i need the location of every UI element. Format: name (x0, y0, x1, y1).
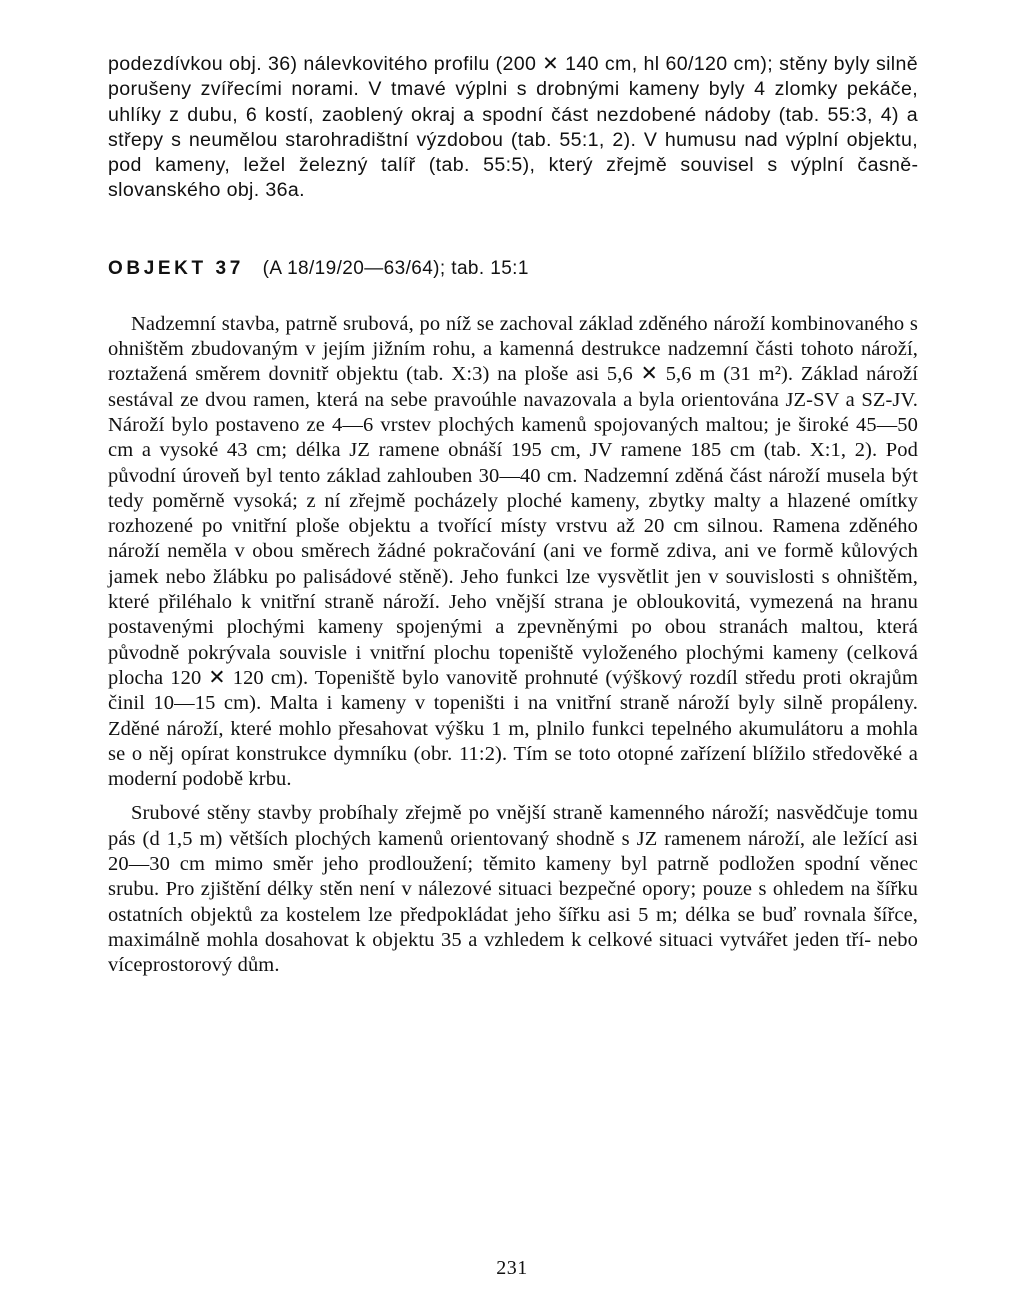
paragraph-gap (108, 792, 918, 801)
page-body (108, 52, 918, 979)
section-heading (108, 256, 918, 282)
section-reference: (A 18/19/20—63/64); tab. 15:1 (262, 257, 529, 279)
page-number: 231 (496, 1257, 528, 1279)
intro-paragraph: podezdívkou obj. 36) nálevkovitého profilu (200 ✕ 140 cm, hl 60/120 cm); stěny byly silně porušeny zvířecími norami. V tmavé výplni s drobnými kameny byly 4 zlomky pekáče, uhlíky z dubu, 6 kostí, zaoblený okraj a spodní část nezdobené nádoby (tab. 55:3, 4) a střepy s neumělou starohradištní výzdobou (tab. 55:1, 2). V humusu nad výplní objektu, pod kameny, ležel železný talíř (tab. 55:5), který zřejmě souvisel s výplní časněslovanského obj. 36a. (108, 53, 918, 202)
section-title: OBJEKT 37 (108, 257, 244, 279)
body-paragraph-1: Nadzemní stavba, patrně srubová, po níž se zachoval základ zděného nároží kombinovaného s ohništěm zbudovaným v jejím jižním rohu, a kamenná destrukce nadzemní části tohoto nároží, roztažená směrem dovnitř objektu (tab. X:3) na ploše asi 5,6 ✕ 5,6 m (31 m²). Základ nároží sestával ze dvou ramen, která na sebe pravoúhle navazovala a byla orientována JZ-SV a SZ-JV. Nároží bylo postaveno ze 4—6 vrstev plochých kamenů spojovaných maltou; je široké 45—50 cm a vysoké 43 cm; délka JZ ramene obnáší 195 cm, JV ramene 185 cm (tab. X:1, 2). Pod původní úroveň byl tento základ zahlouben 30—40 cm. Nadzemní zděná část nároží musela být tedy poměrně vysoká; z ní zřejmě pocházely ploché kameny, zbytky malty a hlazené omítky rozhozené po vnitřní ploše objektu a tvořící místy vrstvu až 20 cm silnou. Ramena zděného nároží neměla v obou směrech žádné pokračování (ani ve formě zdiva, ani ve formě kůlových jamek nebo žlábku po palisádové stěně). Jeho funkci lze vysvětlit jen v souvislosti s ohništěm, které přiléhalo k vnitřní straně nároží. Jeho vnější strana je obloukovitá, vymezená na hranu postavenými plochými kameny spojenými a zpevněnými po obou stranách maltou, která původně pokrývala souvisle i vnitřní plochu topeniště vyloženého plochými kameny (celková plocha 120 ✕ 120 cm). Topeniště bylo vanovitě prohnuté (výškový rozdíl středu proti okrajům činil 10—15 cm). Malta i kameny v topeništi i na vnitřní straně nároží byly silně propáleny. Zděné nároží, které mohlo přesahovat výšku 1 m, plnilo funkci tepelného akumulátoru a mohla se o něj opírat konstrukce dymníku (obr. 11:2). Tím se toto otopné zařízení blížilo středověké a moderní podobě krbu. (108, 312, 918, 791)
body-paragraph-2: Srubové stěny stavby probíhaly zřejmě po vnější straně kamenného nároží; nasvědčuje tomu pás (d 1,5 m) větších plochých kamenů orientovaný shodně s JZ ramenem nároží, ale ležící asi 20—30 cm mimo směr jeho prodloužení; těmito kameny byl patrně podložen spodní věnec srubu. Pro zjištění délky stěn není v nálezové situaci bezpečné opory; pouze s ohledem na šířku ostatních objektů za kostelem lze předpokládat jeho šířku asi 5 m; délka se buď rovnala šířce, maximálně mohla dosahovat k objektu 35 a vzhledem k celkové situaci vytvářet jeden tří- nebo víceprostorový dům. (108, 802, 918, 977)
